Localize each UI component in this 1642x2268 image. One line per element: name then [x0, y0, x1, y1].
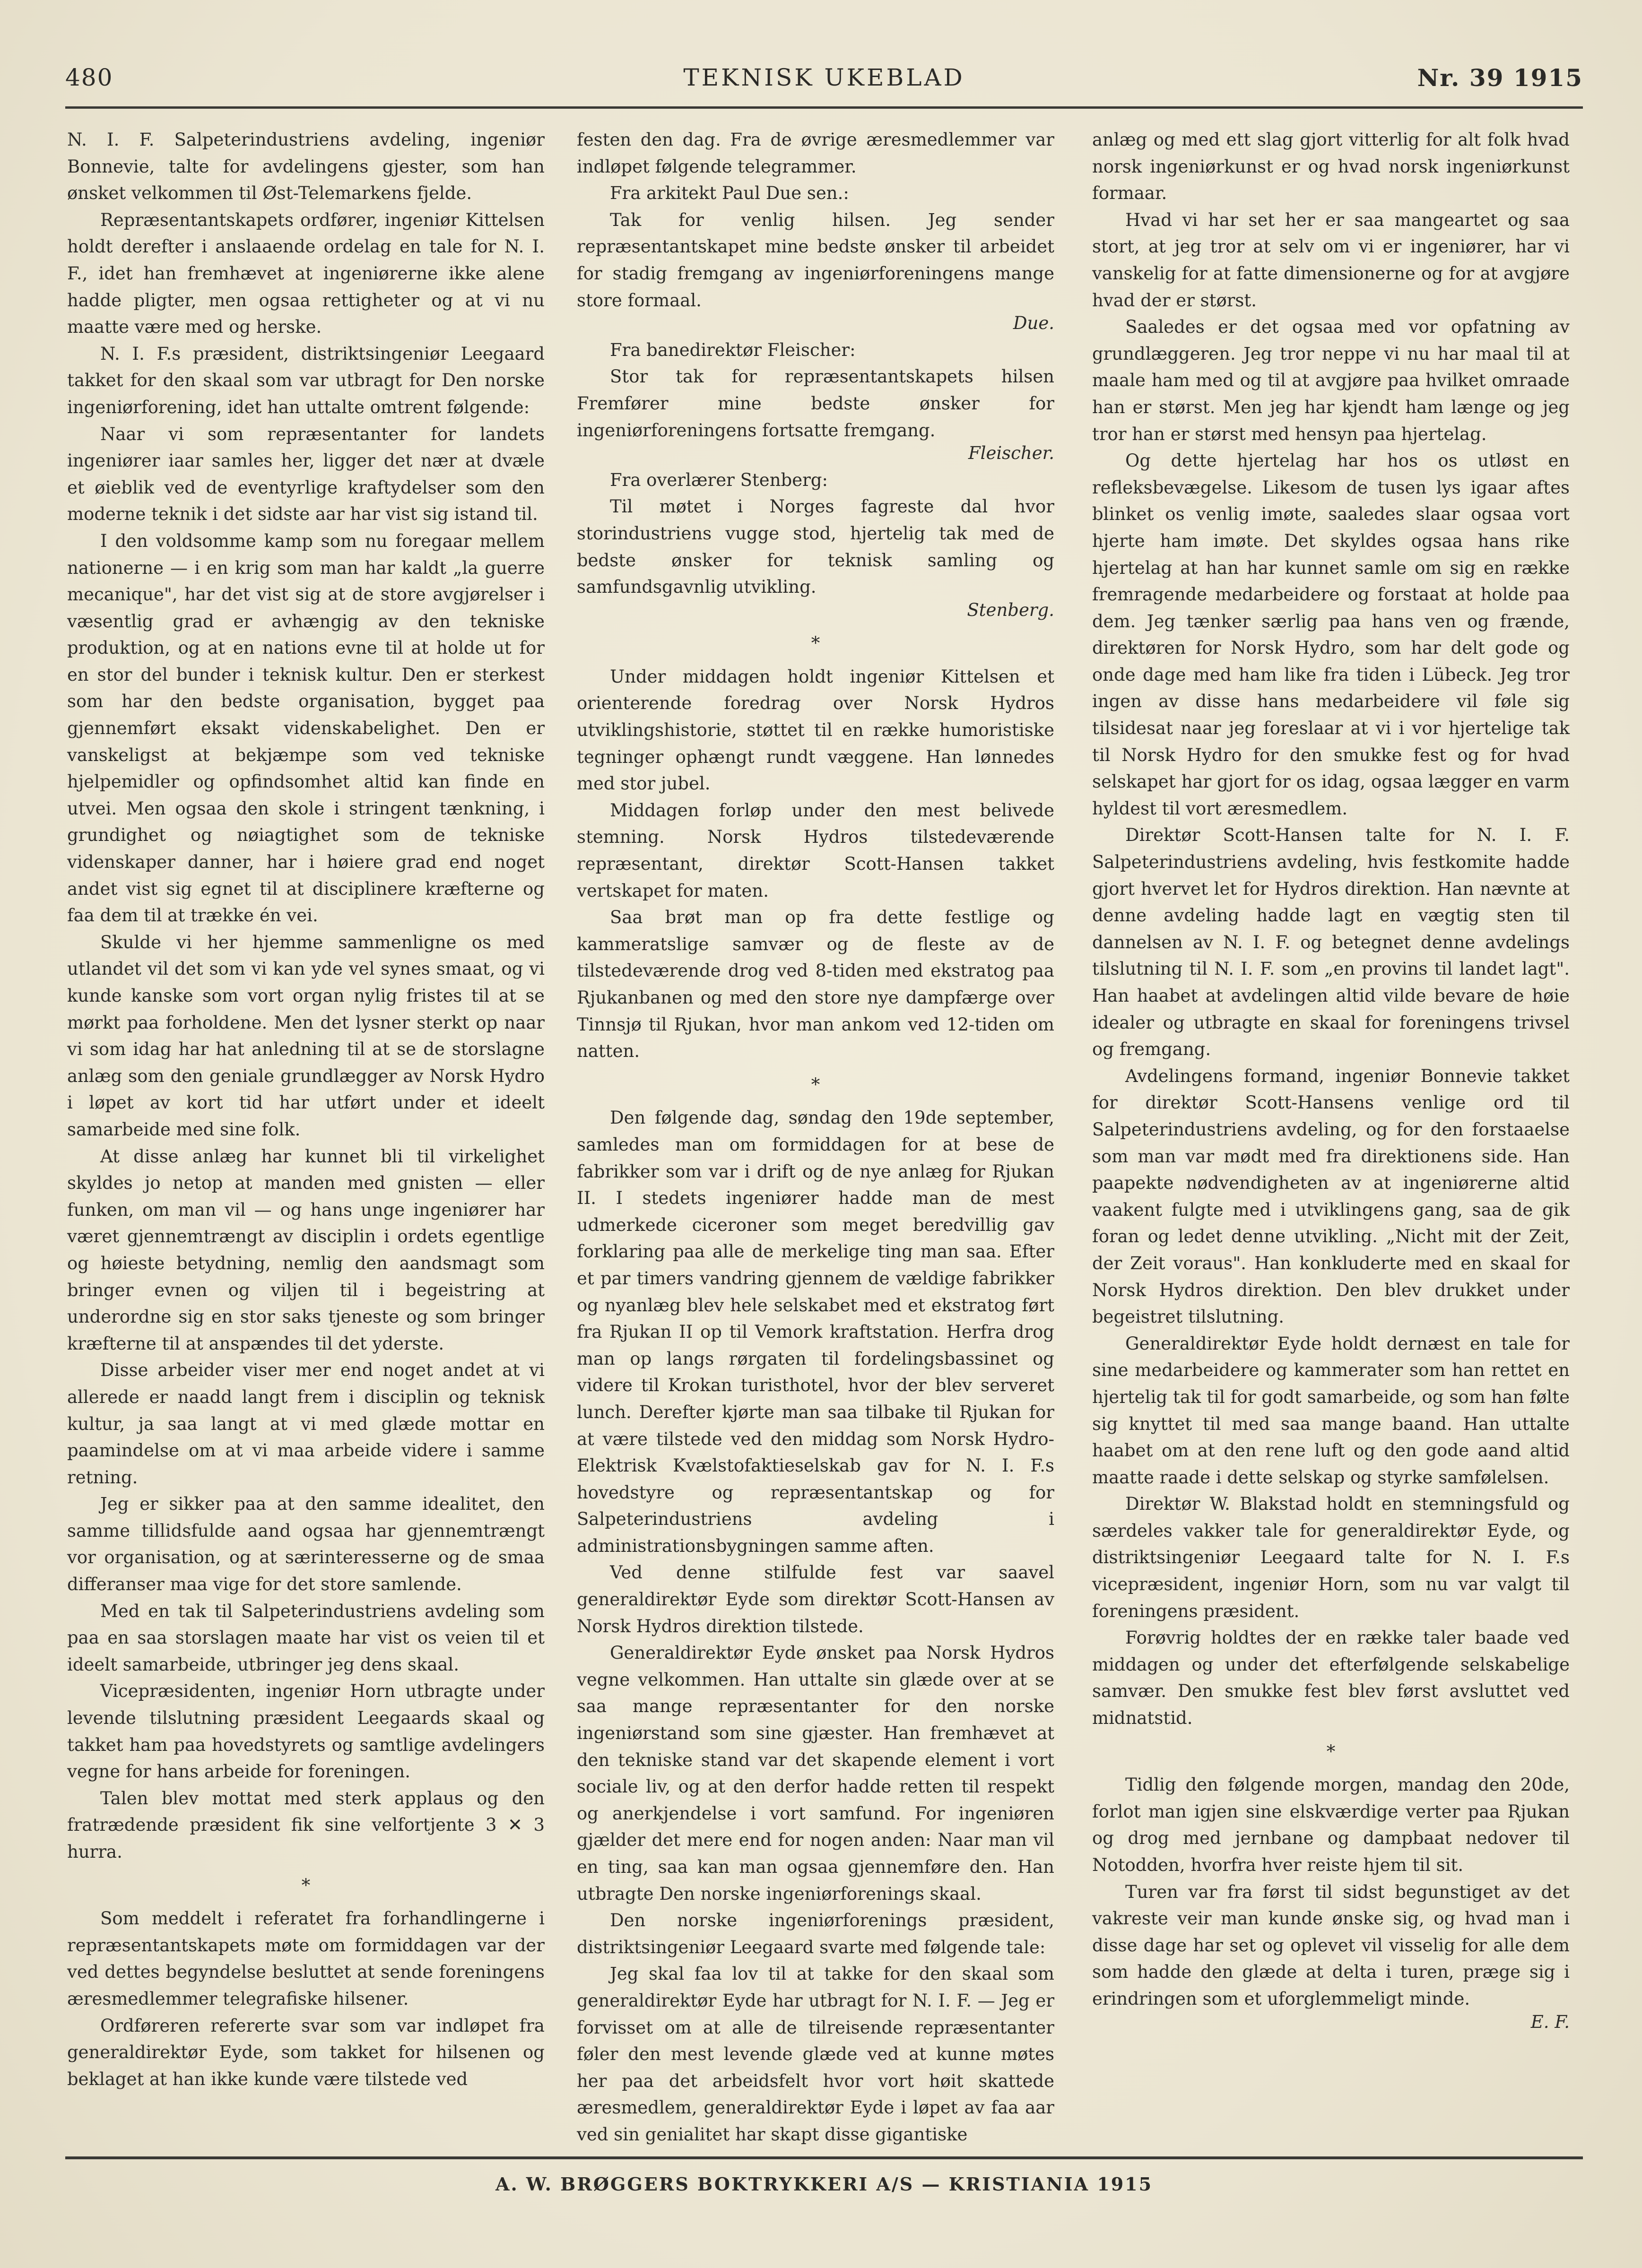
section-separator: *	[811, 1074, 820, 1095]
paragraph: Under middagen holdt ingeniør Kittelsen et orienterende foredrag over Norsk Hydros utviklingshistorie, støttet til en række humoristiske tegninger ophængt rundt væggene. Han lønnedes med stor jubel.	[577, 666, 1054, 794]
paragraph: Repræsentantskapets ordfører, ingeniør Kittelsen holdt derefter i anslaaende ordelag en tale for N. I. F., idet han fremhævet at ingeniørerne ikke alene hadde pligter, men ogsaa rettigheter og at vi nu maatte være med og herske.	[67, 209, 545, 338]
text-column-3	[1092, 127, 1570, 2035]
journal-title: TEKNISK UKEBLAD	[683, 64, 965, 91]
paragraph: Middagen forløp under den mest belivede stemning. Norsk Hydros tilstedeværende repræsentant, direktør Scott-Hansen takket vertskapet for maten.	[577, 800, 1054, 901]
printer-imprint: A. W. BRØGGERS BOKTRYKKERI A/S — KRISTIANIA 1915	[495, 2173, 1153, 2195]
telegram-text: Tak for venlig hilsen. Jeg sender repræsentantskapet mine bedste ønsker til arbeidet for stadig fremgang av ingeniørforeningens mange store formaal.	[577, 209, 1054, 311]
running-header	[65, 64, 1583, 106]
paragraph: Naar vi som repræsentanter for landets ingeniører iaar samles her, ligger det nær at dvæle et øieblik ved de eventyrlige kraftydelser som den moderne teknik i det sidste aar har vist sig istand til.	[67, 424, 545, 525]
paragraph: Vicepræsidenten, ingeniør Horn utbragte under levende tilslutning præsident Leegaards skaal og takket ham paa hovedstyrets og samtlige avdelingers vegne for hans arbeide for foreningen.	[67, 1681, 545, 1782]
paragraph: Skulde vi her hjemme sammenligne os med utlandet vil det som vi kan yde vel synes smaat, og vi kunde kanske som vort organ nylig fristes til at se mørkt paa forholdene. Men det lysner sterkt op naar vi som idag har hat anledning til at se de storslagne anlæg som den geniale grundlægger av Norsk Hydro i løpet av kort tid har utført under et ideelt samarbeide med sine folk.	[67, 932, 545, 1140]
header-rule	[65, 106, 1583, 109]
section-separator: *	[1326, 1741, 1336, 1762]
telegram-signature: Fleischer.	[968, 443, 1054, 464]
paragraph: Fra overlærer Stenberg:	[610, 469, 828, 490]
paragraph: Med en tak til Salpeterindustriens avdeling som paa en saa storslagen maate har vist os veien til et ideelt samarbeide, utbringer jeg dens skaal.	[67, 1601, 545, 1675]
text-column-2	[577, 127, 1054, 2148]
paragraph: N. I. F.s præsident, distriktsingeniør Leegaard takket for den skaal som var utbragt for Den norske ingeniørforening, idet han uttalte omtrent følgende:	[67, 343, 545, 417]
paragraph: Saa brøt man op fra dette festlige og kammeratslige samvær og de fleste av de tilstedeværende drog ved 8-tiden med ekstratog paa Rjukanbanen og med den store nye dampfærge over Tinnsjø til Rjukan, hvor man ankom ved 12-tiden om natten.	[577, 907, 1054, 1062]
footer-rule	[65, 2156, 1583, 2159]
paragraph: Tidlig den følgende morgen, mandag den 20de, forlot man igjen sine elskværdige verter paa Rjukan og drog med jernbane og dampbaat nedover til Notodden, hvorfra hver reiste hjem til sit.	[1092, 1775, 1570, 1875]
section-separator: *	[811, 633, 820, 654]
paragraph: festen den dag. Fra de øvrige æresmedlemmer var indløpet følgende telegrammer.	[577, 130, 1054, 177]
author-initials: E. F.	[1530, 2011, 1570, 2032]
paragraph: I den voldsomme kamp som nu foregaar mellem nationerne — i en krig som man har kaldt „la guerre mecanique", har det vist sig at de store avgjørelser i væsentlig grad er avhængig av den tekniske produktion, og at en nations evne til at holde ut for en stor del bunder i teknisk kultur. Den er sterkest som har den bedste organisation, bygget paa gjennemført eksakt videnskabelighet. Den er vanskeligst at bekjæmpe som ved tekniske hjelpemidler og opfindsomhet altid kan finde en utvei. Men ogsaa den skole i stringent tænkning, i grundighet og nøiagtighet som de tekniske videnskaper danner, har i høiere grad end noget andet vist sig egnet til at disciplinere kræfterne og faa dem til at trække én vei.	[67, 530, 545, 926]
telegram-signature: Due.	[1013, 313, 1054, 334]
telegram-signature: Stenberg.	[967, 599, 1054, 620]
paragraph: Som meddelt i referatet fra forhandlingerne i repræsentantskapets møte om formiddagen var der ved dettes begyndelse besluttet at sende foreningens æresmedlemmer telegrafiske hilsener.	[67, 1908, 545, 2009]
paragraph: Direktør Scott-Hansen talte for N. I. F. Salpeterindustriens avdeling, hvis festkomite hadde gjort hvervet let for Hydros direktion. Han nævnte at denne avdeling hadde lagt en vægtig sten til dannelsen av N. I. F. og betegnet denne avdelings tilslutning til N. I. F. som „en provins til landet lagt". Han haabet at avdelingen altid vilde bevare de høie idealer og utbragte en skaal for foreningens trivsel og fremgang.	[1092, 825, 1570, 1060]
paragraph: Den følgende dag, søndag den 19de september, samledes man om formiddagen for at bese de fabrikker som var i drift og de nye anlæg for Rjukan II. I stedets ingeniører hadde man de mest udmerkede ciceroner som meget beredvillig gav forklaring paa alle de merkelige ting man saa. Efter et par timers vandring gjennem de vældige fabrikker og nyanlæg blev hele selskabet med et ekstratog ført fra Rjukan II op til Vemork kraftstation. Herfra drog man op langs rørgaten til fordelingsbassinet og videre til Krokan turisthotel, hvor der blev serveret lunch. Derefter kjørte man saa tilbake til Rjukan for at være tilstede ved den middag som Norsk Hydro-Elektrisk Kvælstofaktieselskab gav for N. I. F.s hovedstyre og repræsentantskap og for Salpeterindustriens avdeling i administrationsbygningen samme aften.	[577, 1108, 1054, 1556]
paragraph: Jeg skal faa lov til at takke for den skaal som generaldirektør Eyde har utbragt for N. I. F. — Jeg er forvisset om at alle de tilreisende repræsentanter føler den mest levende glæde ved at kunne møtes her paa det arbeidsfelt hvor vort høit skattede æresmedlem, generaldirektør Eyde i løpet av faa aar ved sin genialitet har skapt disse gigantiske	[577, 1964, 1054, 2145]
paragraph: Fra arkitekt Paul Due sen.:	[610, 183, 849, 204]
section-separator: *	[301, 1875, 311, 1896]
paragraph: Den norske ingeniørforenings præsident, distriktsingeniør Leegaard svarte med følgende tale:	[577, 1910, 1054, 1957]
paragraph: Talen blev mottat med sterk applaus og den fratrædende præsident fik sine velfortjente 3 ✕ 3 hurra.	[67, 1788, 545, 1862]
telegram-text: Stor tak for repræsentantskapets hilsen Fremfører mine bedste ønsker for ingeniørforeningens fortsatte fremgang.	[577, 366, 1054, 441]
paragraph: Fra banedirektør Fleischer:	[610, 339, 856, 360]
paragraph: Turen var fra først til sidst begunstiget av det vakreste veir man kunde ønske sig, og hvad man i disse dage har set og oplevet vil visselig for alle dem som hadde den glæde at delta i turen, præge sig i erindringen som et uforglemmeligt minde.	[1092, 1881, 1570, 2009]
page-number: 480	[65, 64, 113, 91]
paragraph: Hvad vi har set her er saa mangeartet og saa stort, at jeg tror at selv om vi er ingeniører, har vi vanskelig for at fatte dimensionerne og for at avgjøre hvad der er størst.	[1092, 209, 1570, 311]
paragraph: Og dette hjertelag har hos os utløst en refleksbevægelse. Likesom de tusen lys igaar aftes blinket os venlig imøte, saaledes slaar ogsaa vort hjerte ham imøte. Det skyldes ogsaa hans rike hjertelag at han har kunnet samle om sig en række fremragende medarbeidere og forstaat at holde paa dem. Jeg tænker særlig paa hans ven og frænde, direktøren for Norsk Hydro, som har delt gode og onde dage med ham like fra tiden i Lübeck. Jeg tror ingen av disse hans medarbeidere vil føle sig tilsidesat naar jeg foreslaar at vi i vor hjertelige tak til Norsk Hydro for den smukke fest og for hvad selskapet har gjort for os idag, ogsaa lægger en varm hyldest til vort æresmedlem.	[1092, 450, 1570, 819]
paragraph: N. I. F. Salpeterindustriens avdeling, ingeniør Bonnevie, talte for avdelingens gjester, som han ønsket velkommen til Øst-Telemarkens fjelde.	[67, 130, 545, 204]
paragraph: anlæg og med ett slag gjort vitterlig for alt folk hvad norsk ingeniørkunst er og hvad norsk ingeniørkunst formaar.	[1092, 130, 1570, 204]
issue-number: Nr. 39 1915	[1417, 64, 1583, 92]
text-column-1	[67, 127, 545, 2093]
paragraph: Ved denne stilfulde fest var saavel generaldirektør Eyde som direktør Scott-Hansen av Norsk Hydros direktion tilstede.	[577, 1562, 1054, 1636]
paragraph: Disse arbeider viser mer end noget andet at vi allerede er naadd langt frem i disciplin og teknisk kultur, ja saa langt at vi med glæde mottar en paamindelse om at vi maa arbeide videre i samme retning.	[67, 1360, 545, 1488]
paragraph: Saaledes er det ogsaa med vor opfatning av grundlæggeren. Jeg tror neppe vi nu har maal til at maale ham med og til at avgjøre paa hvilket omraade han er størst. Men jeg har kjendt ham længe og jeg tror han er størst med hensyn paa hjertelag.	[1092, 317, 1570, 444]
telegram-text: Til møtet i Norges fagreste dal hvor storindustriens vugge stod, hjertelig tak med de bedste ønsker for teknisk samling og samfundsgavnlig utvikling.	[577, 496, 1054, 597]
paragraph: Avdelingens formand, ingeniør Bonnevie takket for direktør Scott-Hansens venlige ord til Salpeterindustriens avdeling, og for den forstaaelse som man var mødt med fra direktionens side. Han paapekte nødvendigheten av at ingeniørerne altid vaakent fulgte med i utviklingens gang, saa de gik foran og ledet denne utvikling. „Nicht mit der Zeit, der Zeit voraus". Han konkluderte med en skaal for Norsk Hydros direktion. Den blev drukket under begeistret tilslutning.	[1092, 1065, 1570, 1327]
paragraph: Generaldirektør Eyde holdt dernæst en tale for sine medarbeidere og kammerater som han rettet en hjertelig tak til for godt samarbeide, og som han følte sig knyttet til med saa mange baand. Han uttalte haabet om at den rene luft og den gode aand altid maatte raade i dette selskap og styrke samfølelsen.	[1092, 1333, 1570, 1488]
paragraph: Forøvrig holdtes der en række taler baade ved middagen og under det efterfølgende selskabelige samvær. Den smukke fest blev først avsluttet ved midnatstid.	[1092, 1627, 1570, 1729]
paragraph: Direktør W. Blakstad holdt en stemningsfuld og særdeles vakker tale for generaldirektør Eyde, og distriktsingeniør Leegaard talte for N. I. F.s vicepræsident, ingeniør Horn, som nu var valgt til foreningens præsident.	[1092, 1494, 1570, 1621]
paragraph: Generaldirektør Eyde ønsket paa Norsk Hydros vegne velkommen. Han uttalte sin glæde over at se saa mange repræsentanter for den norske ingeniørstand som sine gjæster. Han fremhævet at den tekniske stand var det skapende element i vort sociale liv, og at den derfor hadde retten til respekt og anerkjendelse i vort samfund. For ingeniøren gjælder det mere end for nogen anden: Naar man vil en ting, saa kan man ogsaa gjennemføre den. Han utbragte Den norske ingeniørforenings skaal.	[577, 1643, 1054, 1904]
paragraph: Jeg er sikker paa at den samme idealitet, den samme tillidsfulde aand ogsaa har gjennemtrængt vor organisation, og at særinteresserne og de smaa differanser maa vige for det store samlende.	[67, 1494, 545, 1595]
paragraph: Ordføreren refererte svar som var indløpet fra generaldirektør Eyde, som takket for hilsenen og beklaget at han ikke kunde være tilstede ved	[67, 2015, 545, 2089]
paragraph: At disse anlæg har kunnet bli til virkelighet skyldes jo netop at manden med gnisten — eller funken, om man vil — og hans unge ingeniører har været gjennemtrængt av disciplin i ordets egentlige og høieste betydning, nemlig den aandsmagt som bringer evnen og viljen til i begeistring at underordne sig en stor saks tjeneste og som bringer kræfterne til at anspændes til det yderste.	[67, 1146, 545, 1354]
